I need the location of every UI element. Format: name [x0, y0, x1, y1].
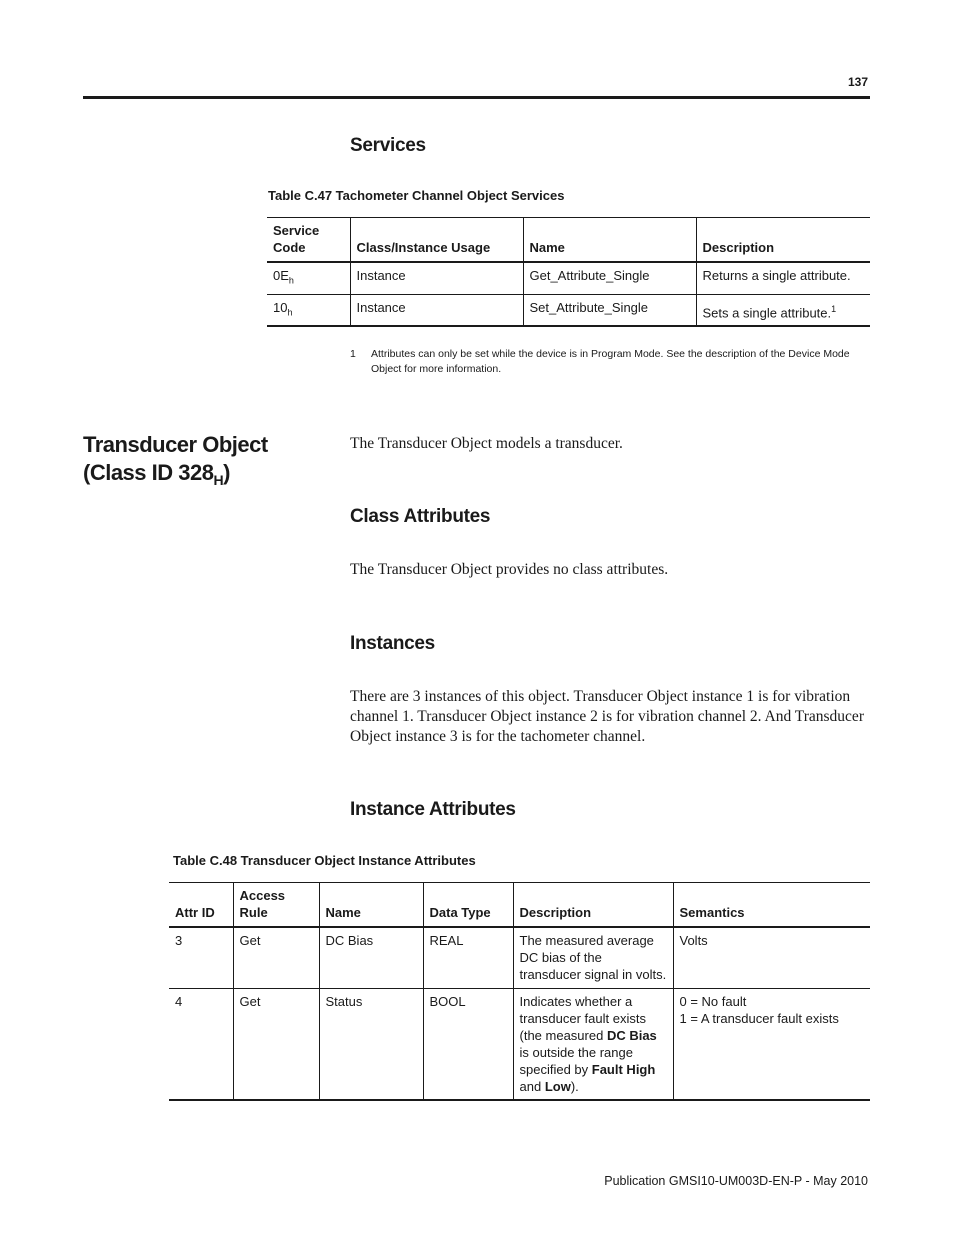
description-text: Sets a single attribute.	[702, 304, 832, 320]
usage-cell: Instance	[350, 294, 523, 326]
attr-name-cell: Status	[319, 988, 423, 1100]
footnote	[350, 347, 870, 377]
description-cell: Returns a single attribute.	[696, 262, 870, 294]
access-rule-cell: Get	[233, 927, 319, 988]
footnote-ref: 1	[831, 303, 837, 314]
semantics-line: 1 = A transducer fault exists	[679, 1010, 839, 1026]
col-header-name: Name	[319, 883, 423, 928]
table-row	[169, 988, 870, 1100]
desc-text: Indicates whether a transducer fault exists (the measured	[519, 993, 646, 1043]
service-name-cell: Get_Attribute_Single	[523, 262, 696, 294]
data-type-cell: BOOL	[423, 988, 513, 1100]
page-number: 137	[847, 75, 868, 89]
desc-text: ).	[570, 1078, 579, 1094]
hex-suffix: h	[288, 275, 294, 286]
desc-bold-fault-high: Fault High	[591, 1061, 656, 1077]
footnote-number: 1	[350, 348, 356, 360]
access-rule-cell: Get	[233, 988, 319, 1100]
service-code-cell	[267, 262, 350, 294]
instances-heading: Instances	[350, 633, 435, 654]
desc-bold-dc-bias: DC Bias	[606, 1027, 657, 1043]
footnote-text: Attributes can only be set while the device is in Program Mode. See the description of the Device Mode Object for more information.	[371, 348, 850, 375]
service-name-cell: Set_Attribute_Single	[523, 294, 696, 326]
semantics-cell	[673, 927, 870, 988]
section-title-sub: H	[213, 472, 224, 488]
semantics-line: Volts	[679, 933, 708, 948]
service-code-cell	[267, 294, 350, 326]
transducer-intro: The Transducer Object models a transducer.	[350, 435, 623, 452]
class-attributes-text: The Transducer Object provides no class attributes.	[350, 561, 669, 578]
section-title-suffix: )	[223, 460, 230, 485]
col-header-semantics: Semantics	[673, 883, 870, 928]
desc-text: is outside the range specified by	[519, 1044, 633, 1077]
attributes-header-row	[169, 883, 870, 928]
instances-text: There are 3 instances of this object. Transducer Object instance 1 is for vibration channel 1. Transducer Object instance 2 is for vibration channel 2. And Transducer Object instance 3 is for the tachometer channel.	[350, 688, 864, 745]
services-header-row	[267, 218, 870, 263]
header-rule	[83, 96, 870, 99]
section-title-line1: Transducer Object	[83, 432, 268, 457]
class-attributes-heading: Class Attributes	[350, 506, 491, 527]
services-heading: Services	[350, 135, 426, 156]
description-cell	[696, 294, 870, 326]
publication-footer: Publication GMSI10-UM003D-EN-P - May 2010	[604, 1174, 868, 1188]
desc-text: and	[519, 1078, 545, 1094]
col-header-data-type: Data Type	[423, 883, 513, 928]
semantics-cell	[673, 988, 870, 1100]
attr-id-cell: 3	[169, 927, 233, 988]
table-row	[169, 927, 870, 988]
services-table-caption: Table C.47 Tachometer Channel Object Services	[268, 188, 565, 203]
semantics-line: 0 = No fault	[679, 993, 747, 1009]
col-header-service-code: Service Code	[267, 218, 350, 263]
desc-bold-low: Low	[544, 1078, 571, 1094]
service-code: 0E	[273, 268, 289, 283]
col-header-attr-id: Attr ID	[169, 883, 233, 928]
attr-name-cell: DC Bias	[319, 927, 423, 988]
col-header-name: Name	[523, 218, 696, 263]
usage-cell: Instance	[350, 262, 523, 294]
section-title	[83, 431, 268, 494]
instance-attributes-table	[169, 882, 870, 1101]
hex-suffix: h	[287, 307, 293, 318]
col-header-usage: Class/Instance Usage	[350, 218, 523, 263]
data-type-cell: REAL	[423, 927, 513, 988]
table-row	[267, 294, 870, 326]
section-title-prefix: (Class ID 328	[83, 460, 214, 485]
attr-id-cell: 4	[169, 988, 233, 1100]
col-header-access-rule: Access Rule	[233, 883, 319, 928]
instance-attributes-table-caption: Table C.48 Transducer Object Instance Attributes	[173, 853, 476, 868]
services-table	[267, 217, 870, 327]
service-code: 10	[273, 299, 288, 315]
col-header-description: Description	[513, 883, 673, 928]
description-cell	[513, 988, 673, 1100]
instance-attributes-heading: Instance Attributes	[350, 799, 516, 820]
table-row	[267, 262, 870, 294]
description-cell: The measured average DC bias of the transducer signal in volts.	[513, 927, 673, 988]
col-header-description: Description	[696, 218, 870, 263]
